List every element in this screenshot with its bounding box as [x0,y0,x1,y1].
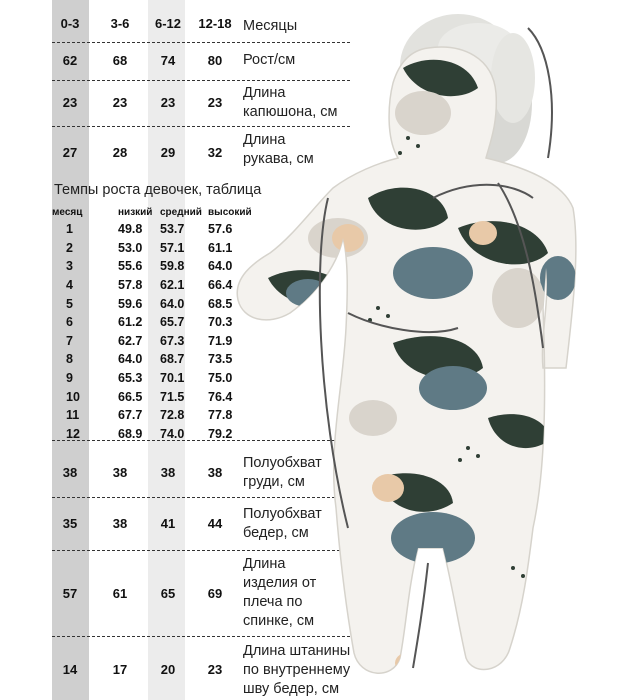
value-cell: 41 [160,516,176,531]
growth-value-cell: 62.1 [160,278,185,293]
value-cell: 14 [62,662,78,677]
growth-month-cell: 6 [66,315,73,330]
value-cell: 17 [112,662,128,677]
growth-row [52,369,252,388]
growth-header-cell: высокий [208,206,252,218]
value-cell: 38 [62,465,78,480]
header-cell: 6-12 [154,16,182,31]
growth-value-cell: 68.9 [118,426,143,441]
value-cell: 61 [112,586,128,601]
growth-value-cell: 57.1 [160,240,185,255]
value-cell: 35 [62,516,78,531]
growth-value-cell: 73.5 [208,352,233,367]
growth-value-cell: 53.7 [160,222,185,237]
value-cell: 65 [160,586,176,601]
growth-value-cell: 59.8 [160,259,185,274]
growth-month-cell: 7 [66,333,73,348]
value-cell: 28 [112,145,128,160]
growth-row [52,350,252,369]
value-cell: 38 [160,465,176,480]
growth-row [52,332,252,351]
growth-month-cell: 10 [66,389,80,404]
growth-month-cell: 2 [66,240,73,255]
growth-row [52,239,252,258]
growth-header-row [52,204,252,220]
growth-value-cell: 79.2 [208,426,233,441]
header-cell: 0-3 [60,16,80,31]
value-cell: 27 [62,145,78,160]
growth-row [52,220,252,239]
value-cell: 80 [207,53,223,68]
header-cell: 12-18 [198,16,232,31]
growth-value-cell: 57.8 [118,278,143,293]
growth-month-cell: 9 [66,371,73,386]
growth-value-cell: 75.0 [208,371,233,386]
growth-month-cell: 5 [66,296,73,311]
growth-value-cell: 70.3 [208,315,233,330]
growth-value-cell: 53.0 [118,240,143,255]
row-label: Полуобхват груди, см [243,455,322,490]
growth-value-cell: 65.3 [118,371,143,386]
value-cell: 23 [112,95,128,110]
value-cell: 44 [207,516,223,531]
growth-value-cell: 68.5 [208,296,233,311]
growth-row [52,313,252,332]
value-cell: 32 [207,145,223,160]
row-label: Длина штанины по внутреннему шву бедер, см [243,643,351,697]
inseam-measure-line [413,563,428,668]
value-cell: 20 [160,662,176,677]
value-cell: 38 [207,465,223,480]
growth-header-cell: средний [160,206,202,218]
growth-month-cell: 3 [66,259,73,274]
row-label: Длина капюшона, см [243,85,338,120]
growth-value-cell: 61.1 [208,240,233,255]
growth-value-cell: 74.0 [160,426,185,441]
growth-value-cell: 59.6 [118,296,143,311]
growth-value-cell: 68.7 [160,352,185,367]
growth-value-cell: 64.0 [160,296,185,311]
value-cell: 68 [112,53,128,68]
growth-value-cell: 76.4 [208,389,233,404]
growth-value-cell: 71.5 [160,389,185,404]
growth-month-cell: 1 [66,222,73,237]
growth-table [52,204,252,443]
growth-row [52,294,252,313]
header-cell: 3-6 [110,16,130,31]
value-cell: 38 [112,465,128,480]
growth-row [52,406,252,425]
header-label: Месяцы [243,18,298,34]
value-cell: 23 [207,662,223,677]
value-cell: 29 [160,145,176,160]
row-label: Рост/см [243,52,296,68]
value-cell: 38 [112,516,128,531]
growth-value-cell: 71.9 [208,333,233,348]
growth-value-cell: 55.6 [118,259,143,274]
row-label: Полуобхват бедер, см [243,506,322,541]
row-label: Длина рукава, см [243,132,314,167]
growth-row [52,257,252,276]
value-cell: 74 [160,53,176,68]
value-cell: 62 [62,53,78,68]
growth-value-cell: 66.4 [208,278,233,293]
growth-value-cell: 64.0 [118,352,143,367]
growth-value-cell: 61.2 [118,315,143,330]
growth-value-cell: 72.8 [160,408,185,423]
growth-value-cell: 77.8 [208,408,233,423]
growth-value-cell: 70.1 [160,371,185,386]
value-cell: 23 [207,95,223,110]
growth-row [52,276,252,295]
growth-value-cell: 66.5 [118,389,143,404]
value-cell: 69 [207,586,223,601]
growth-month-cell: 12 [66,426,80,441]
growth-value-cell: 64.0 [208,259,233,274]
growth-value-cell: 65.7 [160,315,185,330]
value-cell: 23 [62,95,78,110]
growth-header-cell: месяц [52,206,83,218]
growth-value-cell: 49.8 [118,222,143,237]
growth-table-title: Темпы роста девочек, таблица [54,182,262,198]
snowsuit-illustration [228,8,578,698]
growth-month-cell: 4 [66,278,73,293]
growth-month-cell: 8 [66,352,73,367]
growth-month-cell: 11 [66,408,80,423]
growth-value-cell: 57.6 [208,222,233,237]
value-cell: 23 [160,95,176,110]
growth-value-cell: 62.7 [118,333,143,348]
row-label: Длина изделия от плеча по спинке, см [243,556,317,629]
growth-value-cell: 67.7 [118,408,143,423]
growth-row [52,387,252,406]
growth-header-cell: низкий [118,206,153,218]
growth-value-cell: 67.3 [160,333,185,348]
value-cell: 57 [62,586,78,601]
